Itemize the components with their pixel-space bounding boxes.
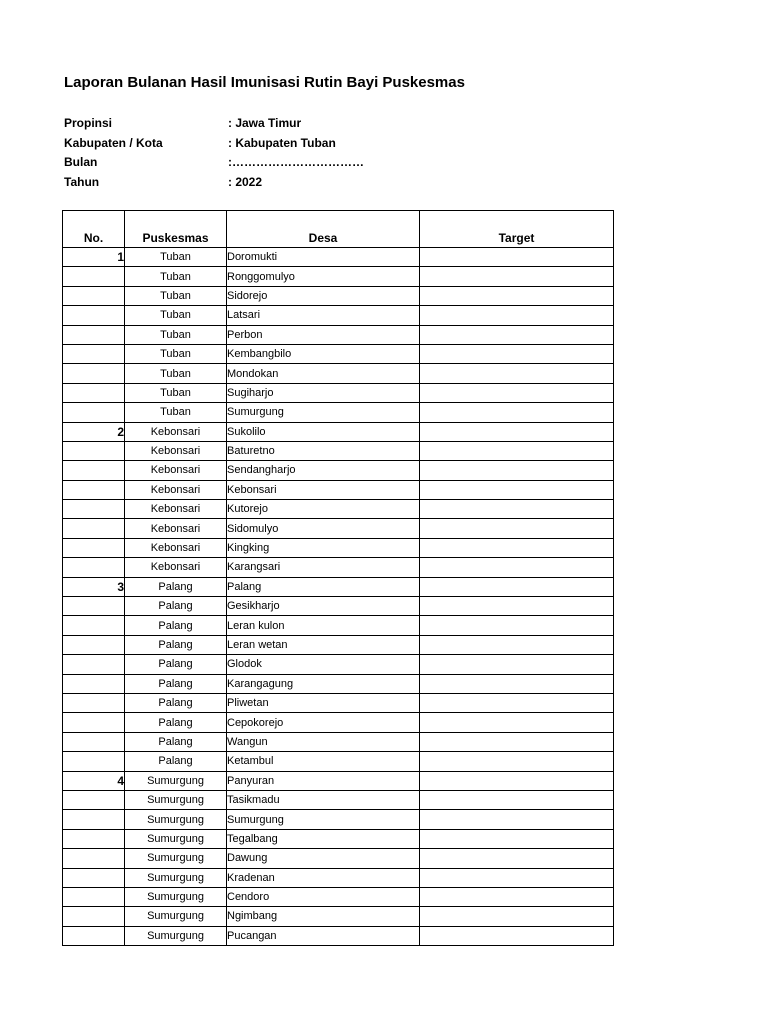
meta-row-bulan (64, 153, 364, 173)
desa-cell: Ronggomulyo (227, 267, 420, 286)
row-number: 3 (63, 577, 125, 596)
desa-cell: Cepokorejo (227, 713, 420, 732)
meta-value: : Kabupaten Tuban (228, 135, 336, 150)
target-cell (420, 597, 614, 616)
table-row (63, 849, 614, 868)
target-cell (420, 558, 614, 577)
target-cell (420, 344, 614, 363)
target-cell (420, 267, 614, 286)
puskesmas-cell: Palang (125, 732, 227, 751)
desa-cell: Sidomulyo (227, 519, 420, 538)
row-number (63, 267, 125, 286)
table-row (63, 887, 614, 906)
puskesmas-cell: Kebonsari (125, 500, 227, 519)
desa-cell: Cendoro (227, 887, 420, 906)
desa-cell: Sugiharjo (227, 383, 420, 402)
table-row (63, 713, 614, 732)
puskesmas-cell: Kebonsari (125, 422, 227, 441)
desa-cell: Tasikmadu (227, 790, 420, 809)
meta-label: Tahun (64, 174, 100, 189)
target-cell (420, 616, 614, 635)
row-number (63, 810, 125, 829)
table-row (63, 907, 614, 926)
puskesmas-cell: Palang (125, 635, 227, 654)
puskesmas-cell: Tuban (125, 306, 227, 325)
header-puskesmas: Puskesmas (125, 211, 227, 248)
meta-value: : 2022 (228, 174, 263, 189)
puskesmas-cell: Kebonsari (125, 538, 227, 557)
table-row (63, 441, 614, 460)
table-row (63, 403, 614, 422)
desa-cell: Kembangbilo (227, 344, 420, 363)
desa-cell: Panyuran (227, 771, 420, 790)
table-row (63, 286, 614, 305)
puskesmas-cell: Sumurgung (125, 829, 227, 848)
puskesmas-cell: Sumurgung (125, 907, 227, 926)
table-row (63, 461, 614, 480)
table-row (63, 519, 614, 538)
desa-cell: Mondokan (227, 364, 420, 383)
desa-cell: Sumurgung (227, 810, 420, 829)
row-number (63, 829, 125, 848)
puskesmas-cell: Palang (125, 674, 227, 693)
desa-cell: Sukolilo (227, 422, 420, 441)
target-cell (420, 693, 614, 712)
row-number (63, 558, 125, 577)
row-number (63, 306, 125, 325)
desa-cell: Kutorejo (227, 500, 420, 519)
puskesmas-cell: Palang (125, 616, 227, 635)
row-number (63, 441, 125, 460)
table-row (63, 422, 614, 441)
desa-cell: Kradenan (227, 868, 420, 887)
row-number (63, 616, 125, 635)
table-row (63, 267, 614, 286)
meta-label: Propinsi (64, 116, 113, 130)
target-cell (420, 732, 614, 751)
desa-cell: Leran kulon (227, 616, 420, 635)
target-cell (420, 577, 614, 596)
row-number: 4 (63, 771, 125, 790)
table-row (63, 810, 614, 829)
row-number (63, 538, 125, 557)
puskesmas-cell: Sumurgung (125, 810, 227, 829)
puskesmas-cell: Kebonsari (125, 558, 227, 577)
desa-cell: Sendangharjo (227, 461, 420, 480)
row-number (63, 752, 125, 771)
table-row (63, 558, 614, 577)
row-number: 2 (63, 422, 125, 441)
puskesmas-cell: Palang (125, 752, 227, 771)
row-number (63, 926, 125, 945)
target-cell (420, 383, 614, 402)
target-cell (420, 674, 614, 693)
row-number (63, 403, 125, 422)
meta-row-kabupaten (64, 134, 364, 154)
desa-cell: Wangun (227, 732, 420, 751)
table-row (63, 868, 614, 887)
target-cell (420, 364, 614, 383)
puskesmas-cell: Palang (125, 713, 227, 732)
report-title: Laporan Bulanan Hasil Imunisasi Rutin Bayi Puskesmas (64, 74, 465, 91)
target-cell (420, 538, 614, 557)
row-number (63, 344, 125, 363)
desa-cell: Perbon (227, 325, 420, 344)
desa-cell: Ngimbang (227, 907, 420, 926)
target-cell (420, 907, 614, 926)
puskesmas-cell: Tuban (125, 286, 227, 305)
row-number (63, 461, 125, 480)
target-cell (420, 790, 614, 809)
puskesmas-cell: Palang (125, 597, 227, 616)
puskesmas-cell: Tuban (125, 325, 227, 344)
row-number (63, 286, 125, 305)
table-row (63, 500, 614, 519)
desa-cell: Karangagung (227, 674, 420, 693)
row-number (63, 907, 125, 926)
desa-cell: Pucangan (227, 926, 420, 945)
target-cell (420, 655, 614, 674)
desa-cell: Latsari (227, 306, 420, 325)
target-cell (420, 519, 614, 538)
target-cell (420, 926, 614, 945)
puskesmas-cell: Tuban (125, 248, 227, 267)
target-cell (420, 771, 614, 790)
row-number (63, 597, 125, 616)
target-cell (420, 500, 614, 519)
table-row (63, 344, 614, 363)
target-cell (420, 306, 614, 325)
desa-cell: Leran wetan (227, 635, 420, 654)
table-row (63, 771, 614, 790)
target-cell (420, 441, 614, 460)
row-number (63, 383, 125, 402)
desa-cell: Dawung (227, 849, 420, 868)
row-number (63, 655, 125, 674)
row-number (63, 519, 125, 538)
target-cell (420, 849, 614, 868)
meta-row-tahun (64, 173, 364, 193)
table-row (63, 732, 614, 751)
target-cell (420, 248, 614, 267)
desa-cell: Tegalbang (227, 829, 420, 848)
table-row (63, 752, 614, 771)
table-row (63, 635, 614, 654)
puskesmas-cell: Kebonsari (125, 519, 227, 538)
target-cell (420, 887, 614, 906)
table-header-row (63, 211, 614, 248)
table-row (63, 829, 614, 848)
header-target: Target (420, 211, 614, 248)
row-number (63, 480, 125, 499)
puskesmas-cell: Sumurgung (125, 849, 227, 868)
puskesmas-cell: Palang (125, 655, 227, 674)
puskesmas-cell: Sumurgung (125, 926, 227, 945)
puskesmas-cell: Tuban (125, 267, 227, 286)
desa-cell: Palang (227, 577, 420, 596)
meta-value: :…………………………… (228, 155, 364, 169)
target-cell (420, 868, 614, 887)
table-row (63, 248, 614, 267)
target-cell (420, 829, 614, 848)
puskesmas-cell: Kebonsari (125, 441, 227, 460)
desa-cell: Karangsari (227, 558, 420, 577)
header-no: No. (63, 211, 125, 248)
table-row (63, 364, 614, 383)
table-row (63, 577, 614, 596)
target-cell (420, 403, 614, 422)
target-cell (420, 461, 614, 480)
table-row (63, 616, 614, 635)
puskesmas-cell: Kebonsari (125, 480, 227, 499)
row-number (63, 325, 125, 344)
row-number (63, 674, 125, 693)
table-row (63, 926, 614, 945)
target-cell (420, 325, 614, 344)
table-row (63, 655, 614, 674)
row-number (63, 693, 125, 712)
report-meta (64, 114, 364, 192)
target-cell (420, 810, 614, 829)
row-number (63, 713, 125, 732)
table-row (63, 674, 614, 693)
desa-cell: Doromukti (227, 248, 420, 267)
target-cell (420, 752, 614, 771)
puskesmas-cell: Sumurgung (125, 771, 227, 790)
table-row (63, 597, 614, 616)
row-number: 1 (63, 248, 125, 267)
desa-cell: Ketambul (227, 752, 420, 771)
table-row (63, 693, 614, 712)
table-row (63, 480, 614, 499)
desa-cell: Kebonsari (227, 480, 420, 499)
puskesmas-cell: Sumurgung (125, 868, 227, 887)
table-row (63, 383, 614, 402)
desa-cell: Sumurgung (227, 403, 420, 422)
row-number (63, 732, 125, 751)
meta-label: Bulan (64, 155, 98, 169)
puskesmas-cell: Tuban (125, 344, 227, 363)
row-number (63, 635, 125, 654)
desa-cell: Pliwetan (227, 693, 420, 712)
desa-cell: Glodok (227, 655, 420, 674)
header-desa: Desa (227, 211, 420, 248)
target-cell (420, 713, 614, 732)
row-number (63, 887, 125, 906)
desa-cell: Baturetno (227, 441, 420, 460)
puskesmas-cell: Sumurgung (125, 790, 227, 809)
table-row (63, 538, 614, 557)
puskesmas-cell: Palang (125, 693, 227, 712)
table-body (63, 248, 614, 946)
row-number (63, 364, 125, 383)
target-cell (420, 635, 614, 654)
row-number (63, 868, 125, 887)
desa-cell: Gesikharjo (227, 597, 420, 616)
target-cell (420, 422, 614, 441)
table-row (63, 325, 614, 344)
puskesmas-cell: Kebonsari (125, 461, 227, 480)
puskesmas-cell: Palang (125, 577, 227, 596)
table-row (63, 790, 614, 809)
target-cell (420, 286, 614, 305)
target-cell (420, 480, 614, 499)
puskesmas-cell: Tuban (125, 403, 227, 422)
row-number (63, 500, 125, 519)
immunization-table (62, 210, 614, 946)
row-number (63, 790, 125, 809)
puskesmas-cell: Sumurgung (125, 887, 227, 906)
meta-label: Kabupaten / Kota (64, 135, 163, 150)
puskesmas-cell: Tuban (125, 364, 227, 383)
row-number (63, 849, 125, 868)
table-row (63, 306, 614, 325)
puskesmas-cell: Tuban (125, 383, 227, 402)
meta-value: : Jawa Timur (228, 116, 302, 130)
desa-cell: Sidorejo (227, 286, 420, 305)
meta-row-propinsi (64, 114, 364, 134)
desa-cell: Kingking (227, 538, 420, 557)
